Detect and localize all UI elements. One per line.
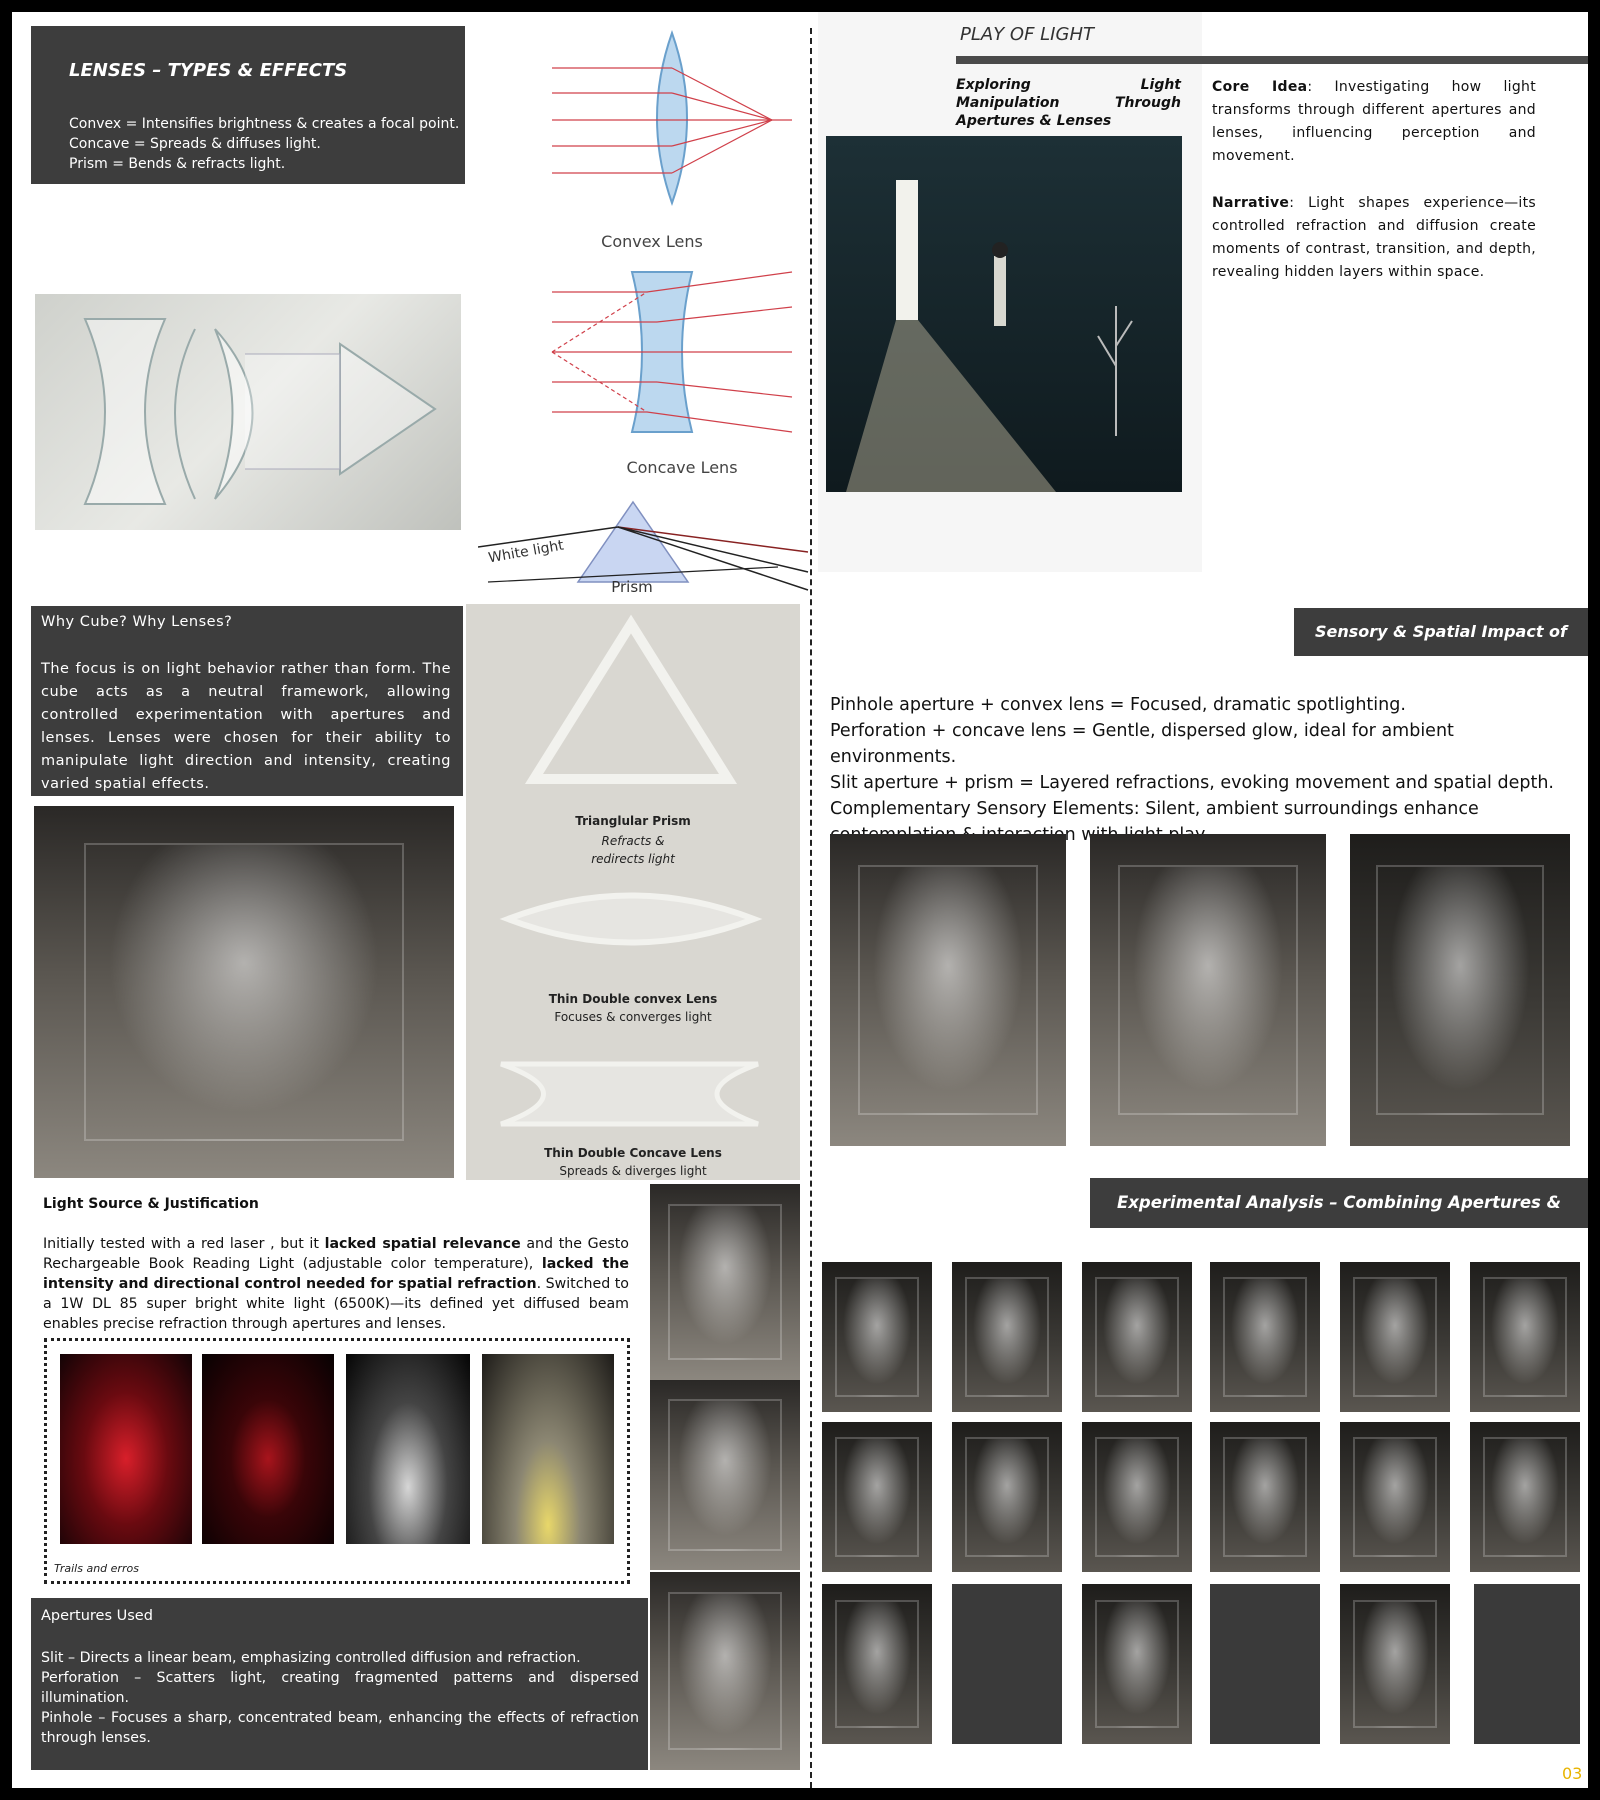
narrative-label: Narrative bbox=[1212, 195, 1290, 211]
light-source-title: Light Source & Justification bbox=[43, 1196, 259, 1212]
light-source-text-1: Initially tested with a red laser , but it bbox=[43, 1236, 325, 1252]
experiment-photo-r2c5 bbox=[1340, 1422, 1450, 1572]
experiment-photo-r2c1 bbox=[822, 1422, 932, 1572]
experiment-photo-r3c5 bbox=[1340, 1584, 1450, 1744]
sensory-photo-3 bbox=[1350, 834, 1570, 1146]
lenses-panel bbox=[31, 26, 465, 184]
aperture-line-1: Slit – Directs a linear beam, emphasizing controlled diffusion and refraction. bbox=[41, 1650, 581, 1666]
lens-samples-panel bbox=[466, 604, 800, 1180]
sample-convex-desc: Focuses & converges light bbox=[554, 1010, 712, 1024]
page-number: 03 bbox=[1562, 1764, 1583, 1783]
sensory-title-bar: Sensory & Spatial Impact of Light bbox=[1294, 608, 1588, 656]
experiment-placeholder-r3c6 bbox=[1474, 1584, 1580, 1744]
experiment-photo-r1c2 bbox=[952, 1262, 1062, 1412]
experiment-photo-r1c1 bbox=[822, 1262, 932, 1412]
lens-samples-illustration bbox=[466, 604, 800, 1180]
light-source-photo-3 bbox=[650, 1572, 800, 1770]
experiment-photo-r2c4 bbox=[1210, 1422, 1320, 1572]
sensory-line-3: Slit aperture + prism = Layered refractions, evoking movement and spatial depth. bbox=[830, 773, 1554, 793]
page bbox=[12, 12, 1588, 1788]
lenses-line-3: Prism = Bends & refracts light. bbox=[69, 156, 286, 172]
light-source-text-2: and the Gesto Rechargeable Book Reading Light (adjustable color temperature), bbox=[43, 1236, 629, 1272]
experiment-photo-r3c3 bbox=[1082, 1584, 1192, 1744]
light-source-body bbox=[43, 1234, 629, 1334]
sensory-photo-1 bbox=[830, 834, 1066, 1146]
aperture-line-3: Pinhole – Focuses a sharp, concentrated beam, enhancing the effects of refraction through lenses. bbox=[41, 1710, 639, 1746]
apertures-panel bbox=[31, 1598, 648, 1770]
sensory-line-2: Perforation + concave lens = Gentle, dispersed glow, ideal for ambient environments. bbox=[830, 721, 1454, 767]
play-title-rule bbox=[956, 56, 1588, 64]
convex-lens-caption: Convex Lens bbox=[601, 232, 703, 251]
light-source-text-3: . Switched to a 1W DL 85 super bright white light (6500K)—its defined yet diffused beam enables precise refraction through apertures and lenses. bbox=[43, 1276, 629, 1332]
concave-lens-caption: Concave Lens bbox=[626, 458, 738, 477]
trial-red-laser-2 bbox=[202, 1354, 334, 1544]
experiment-photo-r1c6 bbox=[1470, 1262, 1580, 1412]
sample-prism-desc: Refracts & redirects light bbox=[591, 834, 675, 866]
lenses-line-2: Concave = Spreads & diffuses light. bbox=[69, 136, 321, 152]
core-idea-label: Core Idea bbox=[1212, 79, 1308, 95]
sample-convex-name: Thin Double convex Lens bbox=[548, 992, 718, 1006]
apertures-title: Apertures Used bbox=[41, 1608, 153, 1624]
experiment-photo-r2c2 bbox=[952, 1422, 1062, 1572]
sensory-line-4: Complementary Sensory Elements: Silent, ambient surroundings enhance bbox=[830, 799, 1479, 819]
trials-caption: Trails and erros bbox=[54, 1562, 139, 1575]
lens-samples-photo bbox=[35, 294, 461, 530]
light-source-photo-1 bbox=[650, 1184, 800, 1380]
cube-light-photo bbox=[34, 806, 454, 1178]
experiment-placeholder-r3c2 bbox=[952, 1584, 1062, 1744]
center-divider bbox=[810, 28, 812, 1788]
light-source-bold-2: lacked the intensity and directional control needed for spatial refraction bbox=[43, 1256, 629, 1292]
play-subtitle: Exploring Light Manipulation Through Apertures & Lenses bbox=[956, 77, 1181, 129]
narrative-text: : Light shapes experience—its controlled refraction and diffusion create moments of contrast, transition, and depth, revealing hidden layers within space. bbox=[1212, 195, 1536, 280]
experiment-photo-r2c3 bbox=[1082, 1422, 1192, 1572]
sample-concave-name: Thin Double Concave Lens bbox=[544, 1146, 722, 1160]
core-idea-text: : Investigating how light transforms through different apertures and lenses, influencing perception and movement. bbox=[1212, 79, 1536, 164]
why-cube-body: The focus is on light behavior rather than form. The cube acts as a neutral framework, allowing controlled experimentation with apertures and lenses. Lenses were chosen for their ability to manipulate light direction and intensity, creating varied spatial effects. bbox=[41, 661, 451, 792]
aperture-line-2: Perforation – Scatters light, creating fragmented patterns and dispersed illumination. bbox=[41, 1670, 639, 1706]
why-cube-panel bbox=[31, 606, 463, 796]
experiment-photo-r2c6 bbox=[1470, 1422, 1580, 1572]
lens-shapes-illustration bbox=[35, 294, 461, 530]
concave-lens-diagram bbox=[522, 262, 802, 442]
illustration-figure-doorway bbox=[826, 136, 1182, 492]
white-light-label: White light bbox=[487, 537, 565, 567]
trial-warm-light bbox=[482, 1354, 614, 1544]
sensory-line-1: Pinhole aperture + convex lens = Focused, dramatic spotlighting. bbox=[830, 695, 1406, 715]
sensory-photo-2 bbox=[1090, 834, 1326, 1146]
experiment-photo-r1c3 bbox=[1082, 1262, 1192, 1412]
sample-prism-name: Trianglular Prism bbox=[575, 814, 691, 828]
trial-red-laser-1 bbox=[60, 1354, 192, 1544]
lenses-title: LENSES – TYPES & EFFECTS bbox=[69, 60, 348, 81]
experimental-title-bar: Experimental Analysis – Combining Apertures & Lenses bbox=[1090, 1178, 1588, 1228]
why-cube-title: Why Cube? Why Lenses? bbox=[41, 614, 233, 630]
experiment-placeholder-r3c4 bbox=[1210, 1584, 1320, 1744]
experiment-photo-r1c5 bbox=[1340, 1262, 1450, 1412]
light-source-photo-2 bbox=[650, 1380, 800, 1570]
experiment-photo-r1c4 bbox=[1210, 1262, 1320, 1412]
lenses-line-1: Convex = Intensifies brightness & creates a focal point. bbox=[69, 116, 460, 132]
sample-concave-desc: Spreads & diverges light bbox=[559, 1164, 707, 1178]
convex-lens-diagram bbox=[532, 28, 802, 208]
light-source-bold-1: lacked spatial relevance bbox=[324, 1236, 521, 1252]
prism-diagram bbox=[478, 482, 810, 592]
narrative-paragraph bbox=[1212, 192, 1536, 284]
trial-white-light bbox=[346, 1354, 470, 1544]
play-title: PLAY OF LIGHT bbox=[960, 24, 1094, 45]
prism-caption: Prism bbox=[611, 578, 653, 596]
experiment-photo-r3c1 bbox=[822, 1584, 932, 1744]
core-idea-paragraph bbox=[1212, 76, 1536, 168]
sensory-text bbox=[830, 692, 1570, 848]
